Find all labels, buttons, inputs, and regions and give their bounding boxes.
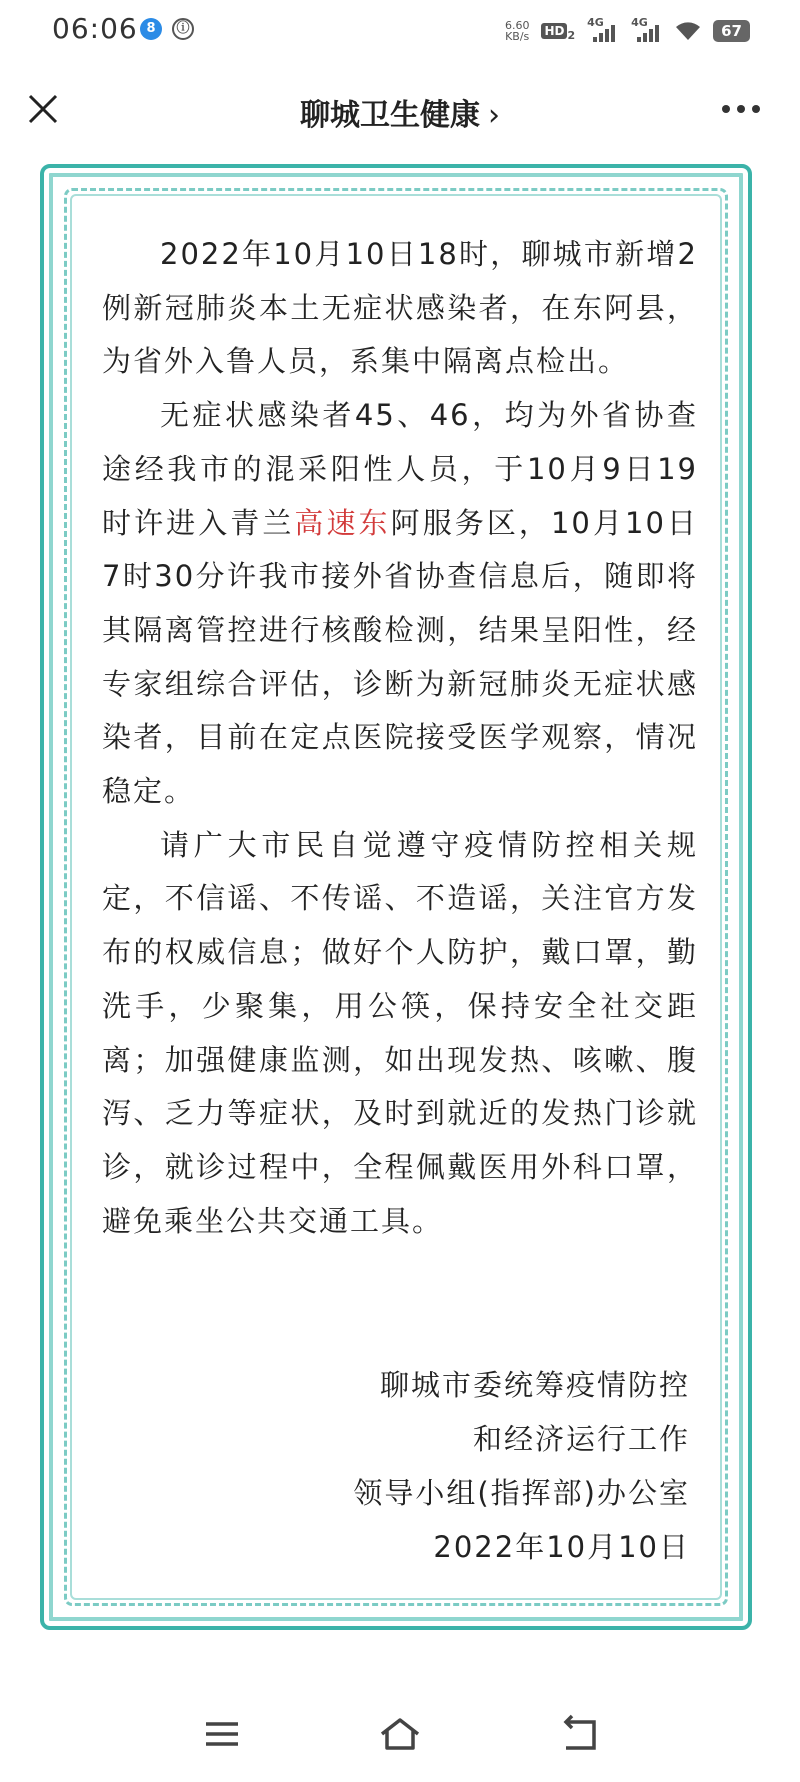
signature-line-2: 和经济运行工作: [472, 1422, 690, 1456]
notice-paragraph-3: 请广大市民自觉遵守疫情防控相关规定，不信谣、不传谣、不造谣，关注官方发布的权威信息；做好个人防护，戴口罩，勤洗手，少聚集，用公筷，保持安全社交距离；加强健康监测，如出现发热、咳嗽、腹泻、乏力等症状，及时到就近的发热门诊就诊，就诊过程中，全程佩戴医用外科口罩，避免乘坐公共交通工具。: [102, 827, 698, 1238]
paragraph-2-part-b: 阿服务区，10月10日7时30分许我市接外省协查信息后，随即将其隔离管控进行核酸检测，结果呈阳性，经专家组综合评估，诊断为新冠肺炎无症状感染者，目前在定点医院接受医学观察，情况稳定。: [102, 505, 698, 809]
signal-1-icon: [587, 16, 619, 42]
hd-sub: 2: [567, 29, 576, 43]
signal-2-icon: [631, 16, 663, 42]
account-name: 聊城卫生健康: [300, 98, 480, 133]
signature-line-1: 聊城市委统筹疫情防控: [379, 1368, 690, 1402]
signal-2-label: 4G: [631, 16, 648, 29]
menu-icon[interactable]: [200, 1712, 244, 1756]
paragraph-2-part-a: 无症状感染者45、46，均为外省协查途经我市的混采阳性人员，于10月9日19时许进入青兰: [102, 398, 698, 540]
chevron-right-icon: ›: [488, 98, 500, 133]
notification-info-icon: ⓘ: [172, 18, 194, 40]
notification-app-icon: 8: [140, 18, 162, 40]
network-speed-value: 6.60: [504, 19, 530, 32]
network-speed: [505, 20, 530, 42]
signature-date: 2022年10月10日: [433, 1530, 690, 1564]
notice-frame: [40, 164, 752, 1630]
signature-line-3: 领导小组(指挥部)办公室: [353, 1476, 690, 1510]
system-nav-bar: [0, 1700, 800, 1782]
page-title[interactable]: [0, 90, 800, 134]
signal-1-label: 4G: [587, 16, 604, 29]
more-icon[interactable]: [722, 105, 760, 113]
status-bar: [0, 0, 800, 62]
wifi-icon: [675, 21, 701, 41]
status-time: 06:06: [52, 12, 138, 45]
battery-icon: [713, 20, 750, 42]
network-speed-unit: KB/s: [505, 30, 530, 43]
notice-paragraph-1: 2022年10月10日18时，聊城市新增2例新冠肺炎本土无症状感染者，在东阿县，为省外入鲁人员，系集中隔离点检出。: [102, 237, 698, 379]
battery-level: 67: [721, 22, 742, 40]
status-indicators: [505, 16, 750, 46]
highlighted-text: 高速东: [294, 505, 391, 540]
home-icon[interactable]: [378, 1712, 422, 1756]
hd-label: HD: [541, 23, 567, 39]
signature-block: [353, 1358, 690, 1574]
back-icon[interactable]: [558, 1712, 602, 1756]
notice-body: [102, 228, 698, 1248]
hd-voice-icon: [541, 20, 575, 42]
title-bar: [0, 70, 800, 150]
notice-paragraph-2: [102, 389, 698, 819]
